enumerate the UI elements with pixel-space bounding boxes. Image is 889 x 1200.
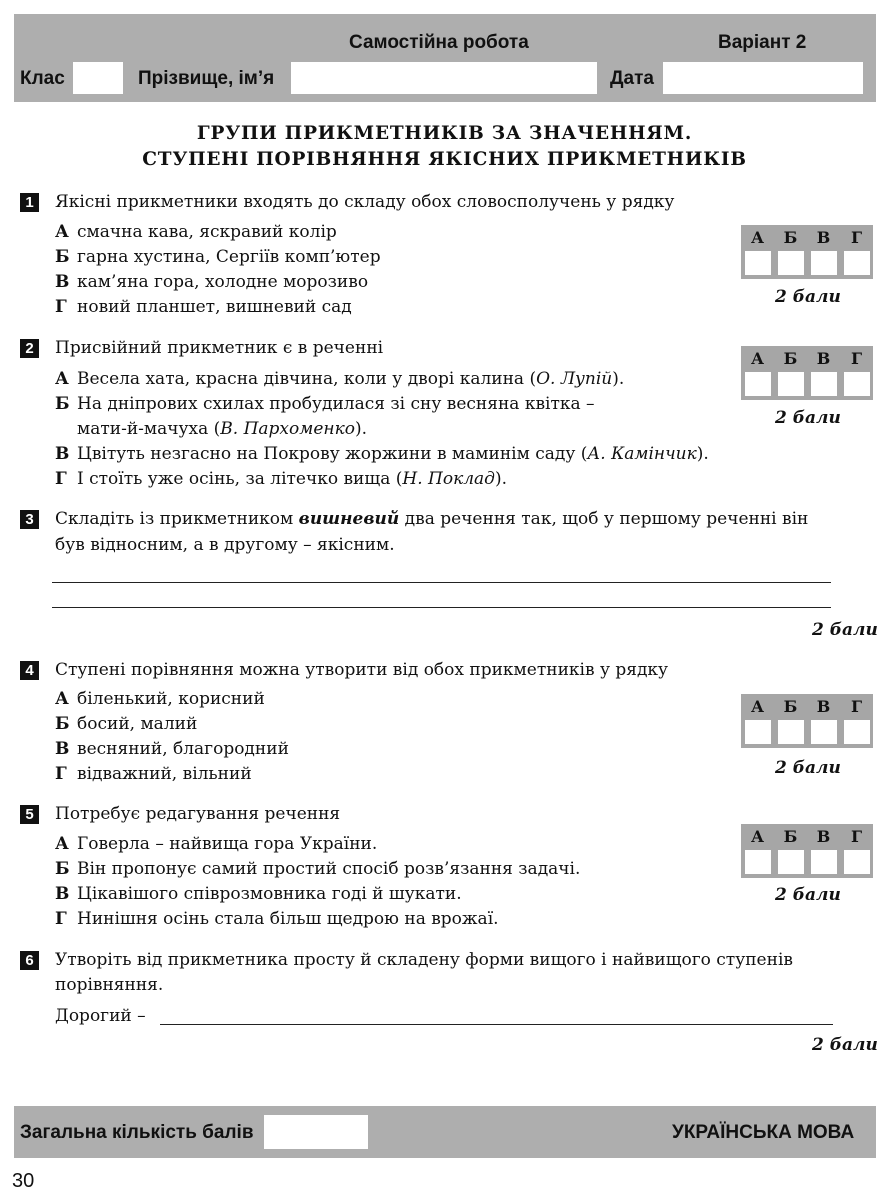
total-score-label: Загальна кількість балів	[20, 1122, 254, 1143]
option-d[interactable]: Г І стоїть уже осінь, за літечко вища (Н. Поклад).	[55, 469, 508, 489]
option-d[interactable]: Г відважний, вільний	[55, 764, 252, 784]
option-b[interactable]: Б гарна хустина, Сергіїв комп’ютер	[55, 247, 381, 267]
answer-cell-d[interactable]	[844, 720, 870, 744]
question-text: Ступені порівняння можна утворити від обох прикметників у рядку	[55, 660, 669, 680]
score-label: 2 бали	[812, 1035, 878, 1055]
question-text: Потребує редагування речення	[55, 804, 341, 824]
question-text-line2: був відносним, а в другому – якісним.	[55, 535, 395, 555]
option-c[interactable]: В весняний, благородний	[55, 739, 289, 759]
question-number: 4	[20, 661, 39, 680]
answer-line[interactable]	[52, 582, 831, 583]
option-c[interactable]: В Цікавішого співрозмовника годі й шукати.	[55, 884, 462, 904]
option-a[interactable]: А Весела хата, красна дівчина, коли у дворі калина (О. Лупій).	[55, 369, 625, 389]
score-label: 2 бали	[775, 408, 841, 428]
option-a[interactable]: А смачна кава, яскравий колір	[55, 222, 337, 242]
class-field[interactable]	[73, 62, 123, 94]
page-title-line1: ГРУПИ ПРИКМЕТНИКІВ ЗА ЗНАЧЕННЯМ.	[196, 123, 693, 144]
option-b-line2[interactable]: мати-й-мачуха (В. Пархоменко).	[77, 419, 368, 439]
option-b[interactable]: Б Він пропонує самий простий спосіб розв’язання задачі.	[55, 859, 581, 879]
name-field[interactable]	[291, 62, 597, 94]
date-label: Дата	[610, 68, 654, 89]
answer-cell-c[interactable]	[811, 372, 837, 396]
question-number: 5	[20, 805, 39, 824]
score-label: 2 бали	[812, 620, 878, 640]
option-c[interactable]: В кам’яна гора, холодне морозиво	[55, 272, 369, 292]
score-label: 2 бали	[775, 885, 841, 905]
answer-cell-b[interactable]	[778, 720, 804, 744]
answer-cell-c[interactable]	[811, 251, 837, 275]
question-text: Складіть із прикметником вишневий два речення так, щоб у першому реченні він	[55, 509, 809, 529]
name-label: Прізвище, ім’я	[138, 68, 275, 89]
answer-cell-b[interactable]	[778, 372, 804, 396]
answer-cell-b[interactable]	[778, 251, 804, 275]
page-number: 30	[12, 1170, 35, 1192]
answer-cell-d[interactable]	[844, 251, 870, 275]
option-b[interactable]: Б На дніпрових схилах пробудилася зі сну весняна квітка –	[55, 394, 595, 414]
answer-line[interactable]	[52, 607, 831, 608]
answer-cell-a[interactable]	[745, 720, 771, 744]
answer-cell-a[interactable]	[745, 850, 771, 874]
answer-cell-c[interactable]	[811, 850, 837, 874]
question-text: Утворіть від прикметника просту й складену форми вищого і найвищого ступенів	[55, 950, 793, 970]
answer-cell-c[interactable]	[811, 720, 837, 744]
option-c[interactable]: В Цвітуть незгасно на Покрову жоржини в маминім саду (А. Камінчик).	[55, 444, 709, 464]
option-d[interactable]: Г новий планшет, вишневий сад	[55, 297, 352, 317]
option-a[interactable]: А Говерла – найвища гора України.	[55, 834, 378, 854]
question-text: Якісні прикметники входять до складу обох словосполучень у рядку	[55, 192, 675, 212]
answer-grid: А Б В Г	[741, 225, 873, 279]
answer-cell-a[interactable]	[745, 372, 771, 396]
question-number: 2	[20, 339, 39, 358]
answer-cell-b[interactable]	[778, 850, 804, 874]
date-field[interactable]	[663, 62, 863, 94]
variant-label: Варіант 2	[718, 32, 807, 53]
question-text-line2: порівняння.	[55, 975, 164, 995]
subject-label: УКРАЇНСЬКА МОВА	[672, 1122, 855, 1143]
answer-cell-d[interactable]	[844, 372, 870, 396]
class-label: Клас	[20, 68, 65, 89]
adjective-word: Дорогий –	[55, 1006, 146, 1026]
option-b[interactable]: Б босий, малий	[55, 714, 198, 734]
page-title-line2: СТУПЕНІ ПОРІВНЯННЯ ЯКІСНИХ ПРИКМЕТНИКІВ	[142, 149, 747, 170]
question-number: 3	[20, 510, 39, 529]
answer-grid: А Б В Г	[741, 694, 873, 748]
option-d[interactable]: Г Нинішня осінь стала більш щедрою на врожаї.	[55, 909, 499, 929]
work-title: Самостійна робота	[349, 32, 529, 53]
total-score-field[interactable]	[264, 1115, 368, 1149]
answer-cell-a[interactable]	[745, 251, 771, 275]
option-a[interactable]: А біленький, корисний	[55, 689, 265, 709]
answer-grid: А Б В Г	[741, 824, 873, 878]
question-text: Присвійний прикметник є в реченні	[55, 338, 384, 358]
answer-line[interactable]	[160, 1024, 833, 1025]
score-label: 2 бали	[775, 287, 841, 307]
answer-grid: А Б В Г	[741, 346, 873, 400]
score-label: 2 бали	[775, 758, 841, 778]
question-number: 6	[20, 951, 39, 970]
question-number: 1	[20, 193, 39, 212]
answer-cell-d[interactable]	[844, 850, 870, 874]
